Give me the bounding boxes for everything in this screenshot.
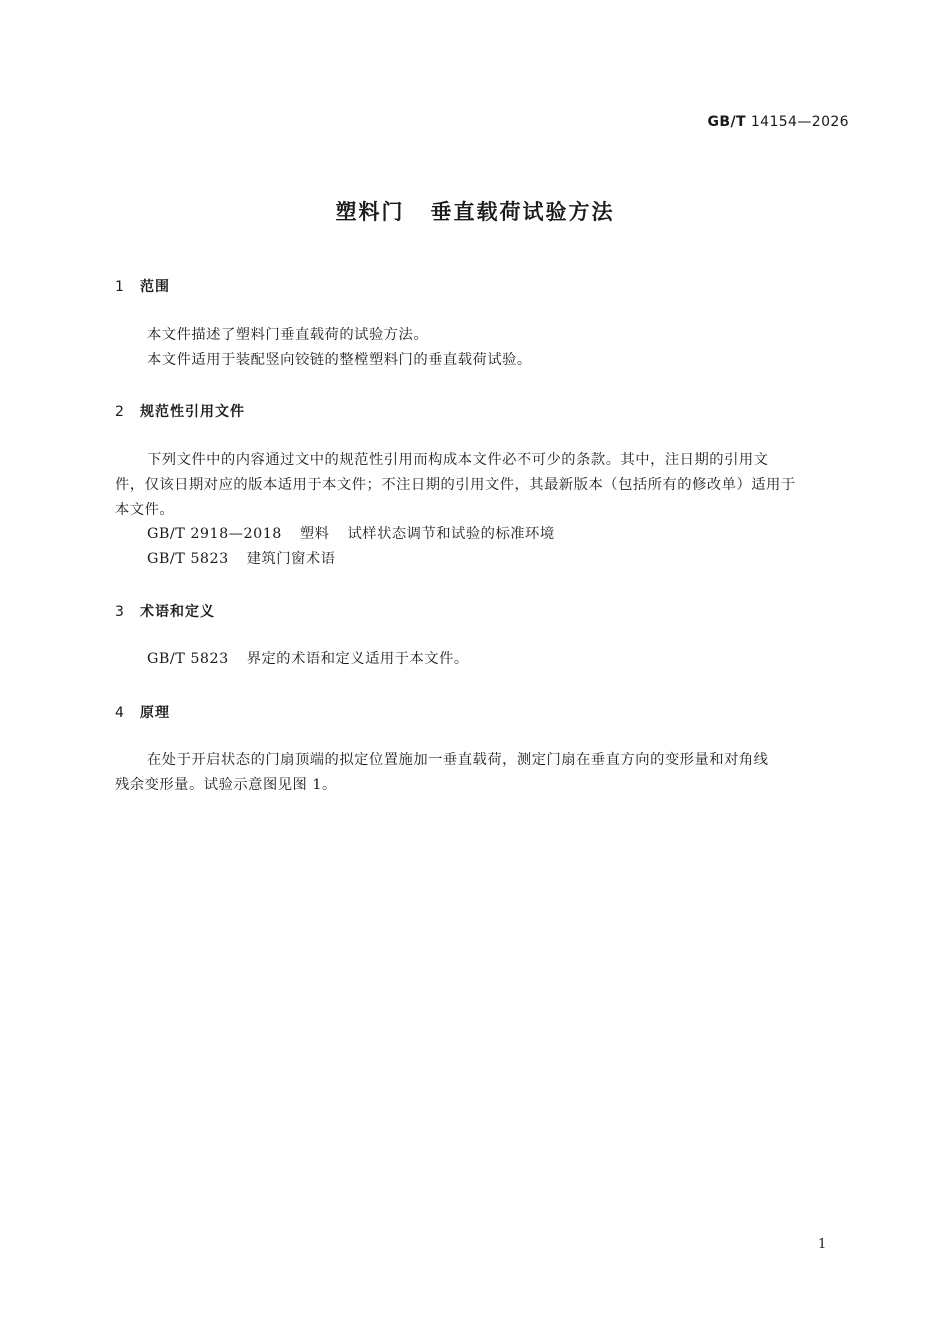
paragraph-line: 下列文件中的内容通过文中的规范性引用而构成本文件必不可少的条款。其中，注日期的引用文 (147, 452, 769, 468)
reference-code: GB/T 5823 (147, 651, 229, 667)
paragraph-line: 件，仅该日期对应的版本适用于本文件；不注日期的引用文件，其最新版本（包括所有的修改单）适用于 (115, 477, 796, 493)
section-number: 1 (115, 279, 125, 295)
section-number: 4 (115, 705, 125, 721)
reference-item (147, 548, 336, 568)
reference-title-b: 试样状态调节和试验的标准环境 (347, 526, 555, 542)
paragraph: 界定的术语和定义适用于本文件。 (246, 651, 469, 667)
section-1-heading (115, 276, 170, 296)
section-title: 术语和定义 (140, 604, 215, 620)
title-part-1: 塑料门 (335, 200, 405, 224)
section-title: 范围 (140, 279, 170, 295)
paragraph: 本文件适用于装配竖向铰链的整樘塑料门的垂直载荷试验。 (147, 352, 532, 368)
paragraph: 本文件描述了塑料门垂直载荷的试验方法。 (147, 327, 429, 343)
section-2-intro (115, 448, 849, 523)
standard-code (708, 114, 849, 130)
section-3-heading (115, 601, 215, 621)
reference-code: GB/T 5823 (147, 551, 229, 567)
paragraph-line: 在处于开启状态的门扇顶端的拟定位置施加一垂直载荷，测定门扇在垂直方向的变形量和对角线 (147, 752, 769, 768)
section-title: 原理 (140, 705, 170, 721)
page-number: 1 (818, 1237, 827, 1252)
section-title: 规范性引用文件 (140, 404, 245, 420)
standard-code-number: 14154—2026 (750, 114, 849, 130)
section-2-heading (115, 401, 245, 421)
paragraph-line: 残余变形量。试验示意图见图 1。 (115, 777, 337, 793)
reference-title-a: 塑料 (299, 526, 330, 542)
section-number: 2 (115, 404, 125, 420)
title-part-2: 垂直载荷试验方法 (430, 200, 615, 224)
standard-code-prefix: GB/T (707, 114, 746, 130)
section-4-body (115, 748, 849, 798)
reference-title-a: 建筑门窗术语 (246, 551, 336, 567)
section-3-body (147, 648, 469, 668)
reference-item (147, 523, 555, 543)
paragraph-line: 本文件。 (115, 502, 175, 518)
document-title (0, 196, 950, 226)
reference-code: GB/T 2918—2018 (147, 526, 282, 542)
section-1-body (115, 323, 849, 373)
section-number: 3 (115, 604, 125, 620)
section-4-heading (115, 702, 170, 722)
